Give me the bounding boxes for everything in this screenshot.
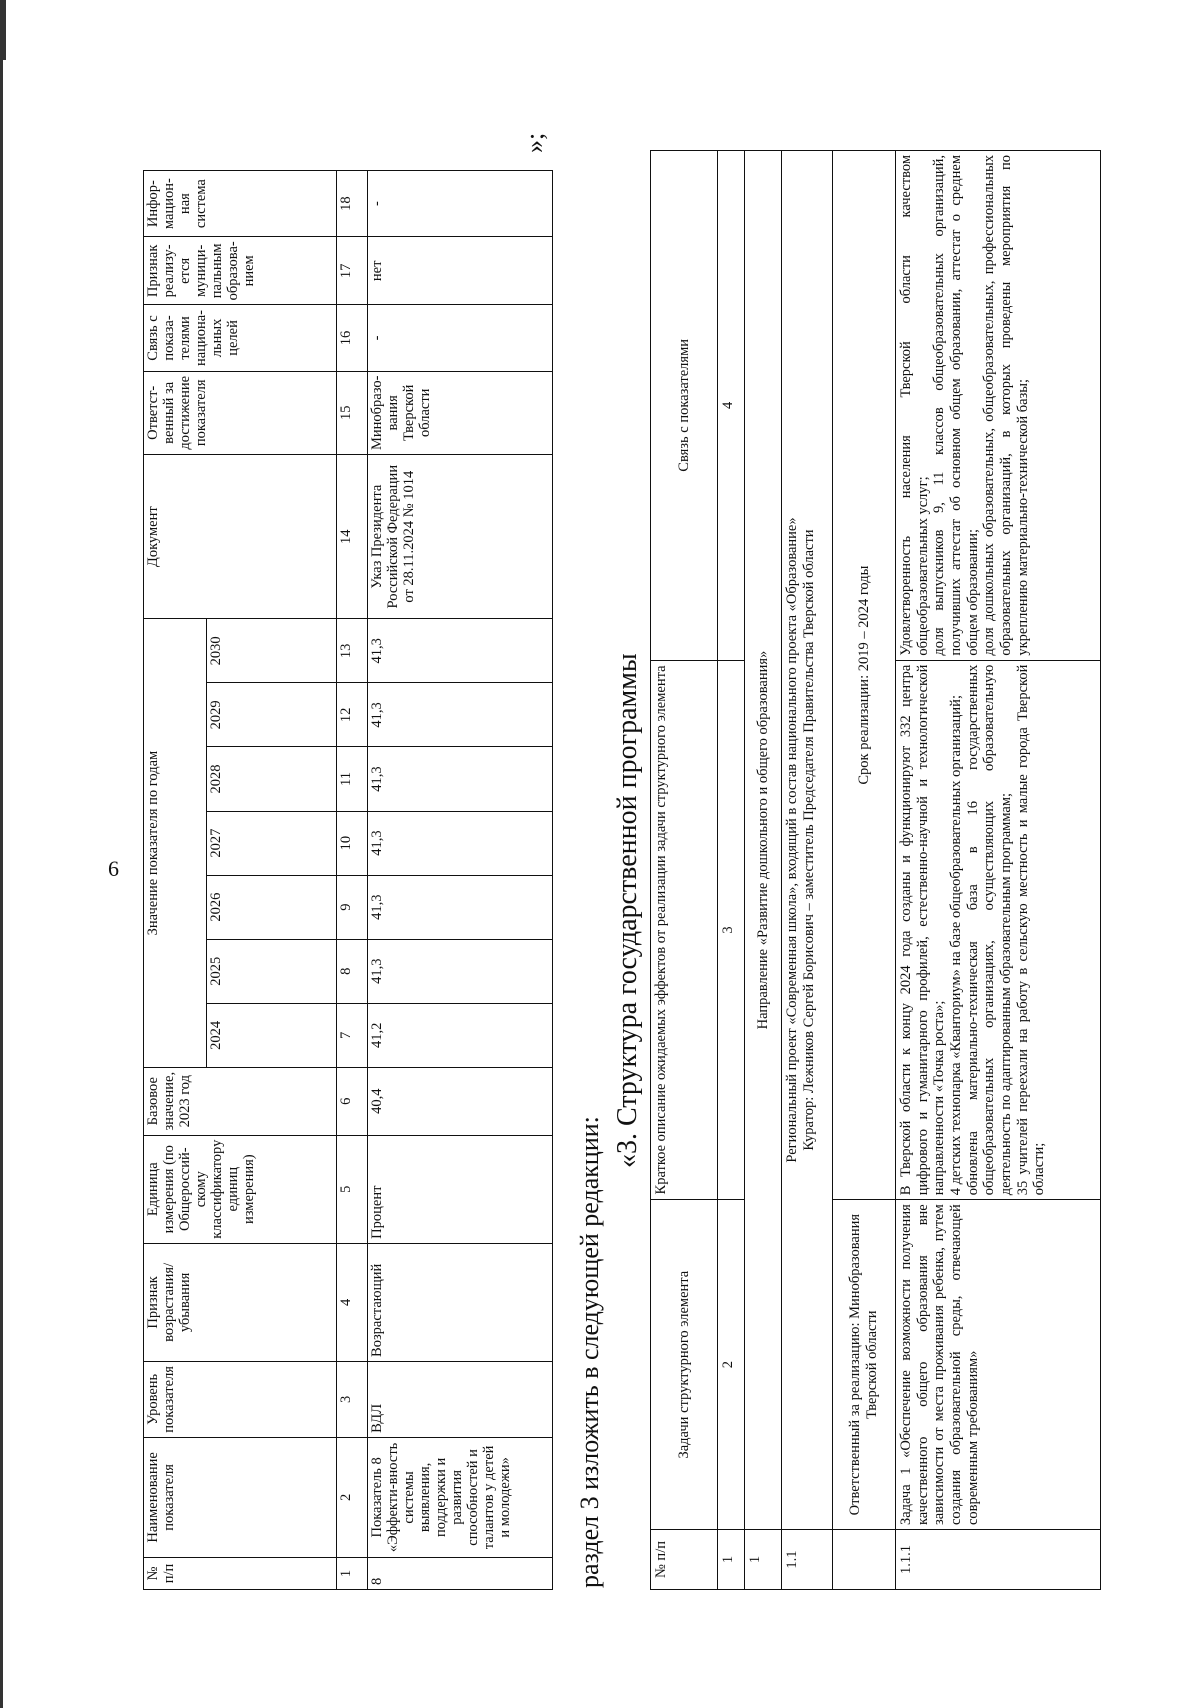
indicator-value: 41,2	[368, 1003, 553, 1067]
header-year: 2026	[207, 875, 337, 939]
column-number: 3	[718, 660, 745, 1200]
direction-num: 1	[745, 1530, 782, 1590]
structure-table	[650, 150, 1101, 1590]
indicator-value: 41,3	[368, 619, 553, 683]
project-cell	[782, 151, 833, 1530]
header-year: 2027	[207, 811, 337, 875]
indicators-header-row	[144, 171, 207, 1590]
section-note: раздел 3 изложить в следующей редакции:	[575, 1116, 604, 1588]
indicator-value: 41,3	[368, 683, 553, 747]
link-item: доля выпускников 9, 11 классов общеобразовательных организаций, получивших аттестат об основном общем образовании, аттестат о среднем общем образовании;	[931, 155, 981, 656]
header-year: 2030	[207, 619, 337, 683]
column-number: 17	[337, 237, 368, 305]
project-curator: Куратор: Лежников Сергей Борисович – заместитель Председателя Правительства Тверской области	[800, 529, 817, 1151]
responsible-row	[833, 151, 896, 1590]
indicator-value: 41,3	[368, 875, 553, 939]
direction-title: Направление «Развитие дошкольного и общего образования»	[745, 151, 782, 1530]
header-info-system: Инфор-мацион-ная система	[144, 171, 337, 237]
indicator-value: 41,3	[368, 811, 553, 875]
header-num: № п/п	[144, 1557, 337, 1589]
effect-item: 35 учителей переехали на работу в сельскую местность и малые города Тверской области;	[1014, 664, 1048, 1196]
header-tasks: Задачи структурного элемента	[651, 1200, 718, 1530]
column-number: 3	[337, 1361, 368, 1437]
column-number: 1	[718, 1530, 745, 1590]
indicator-national-goals: -	[368, 305, 553, 371]
indicator-unit: Процент	[368, 1135, 553, 1243]
indicator-value: 41,3	[368, 747, 553, 811]
column-number: 11	[337, 747, 368, 811]
indicator-trend: Возрастающий	[368, 1243, 553, 1361]
section-title: «3. Структура государственной программы	[612, 653, 643, 1168]
header-name: Наименование показателя	[144, 1437, 337, 1557]
project-row	[782, 151, 833, 1590]
column-number: 14	[337, 455, 368, 619]
column-number: 8	[337, 939, 368, 1003]
project-name: Региональный проект «Современная школа», входящий в состав национального проекта «Образование»	[784, 517, 800, 1163]
column-number: 18	[337, 171, 368, 237]
column-number: 12	[337, 683, 368, 747]
indicator-document: Указ Президента Российской Федерации от 28.11.2024 № 1014	[368, 455, 553, 619]
indicator-level: ВДЛ	[368, 1361, 553, 1437]
indicator-row	[368, 171, 553, 1590]
header-base: Базовое значение, 2023 год	[144, 1067, 337, 1135]
indicator-municipal: нет	[368, 237, 553, 305]
structure-header-row	[651, 151, 718, 1590]
indicator-value: 41,3	[368, 939, 553, 1003]
indicator-responsible: Минобразо-вания Тверской области	[368, 371, 553, 455]
effects-cell	[896, 660, 1101, 1200]
column-number: 13	[337, 619, 368, 683]
effect-item: 4 детских технопарка «Кванториум» на базе общеобразовательных организаций;	[948, 695, 965, 1196]
column-number: 16	[337, 305, 368, 371]
effect-item: В Тверской области к концу 2024 года созданы и функционируют 332 центра цифрового и гуманитарного профилей, естественно-научной и технологической направленности «Точка роста»;	[898, 664, 948, 1196]
direction-row	[745, 151, 782, 1590]
header-municipal: Признак реализу-ется муници-пальным образова-нием	[144, 237, 337, 305]
header-num: № п/п	[651, 1530, 718, 1590]
indicator-name: Показатель 8 «Эффекти-вность системы выявления, поддержки и развития способностей и талантов у детей и молодежи»	[368, 1437, 553, 1557]
header-level: Уровень показателя	[144, 1361, 337, 1437]
column-number: 1	[337, 1557, 368, 1589]
header-link: Связь с показателями	[651, 151, 718, 661]
link-item: Удовлетворенность населения Тверской области качеством общеобразовательных услуг;	[898, 155, 931, 656]
column-number: 2	[337, 1437, 368, 1557]
header-responsible: Ответст-венный за достижение показателя	[144, 371, 337, 455]
page-number: 6	[108, 856, 119, 881]
project-num: 1.1	[782, 1530, 833, 1590]
link-item: доля дошкольных образовательных, общеобразовательных, профессиональных образовательных организаций, в которых проведены мероприятия по укреплению материально-технической базы;	[981, 155, 1031, 656]
header-values-by-year: Значение показателя по годам	[144, 619, 207, 1068]
indicator-num: 8	[368, 1557, 553, 1589]
column-number: 6	[337, 1067, 368, 1135]
column-number: 5	[337, 1135, 368, 1243]
header-year: 2028	[207, 747, 337, 811]
task-text: Задача 1 «Обеспечение возможности получения качественного общего образования вне зависимости от места проживания ребенка, путем создания образовательной среды, отвечающей современным требованиям»	[896, 1200, 1101, 1530]
indicators-column-numbers-row	[337, 171, 368, 1590]
task-num: 1.1.1	[896, 1530, 1101, 1590]
column-number: 9	[337, 875, 368, 939]
indicator-info-system: -	[368, 171, 553, 237]
indicators-table	[143, 170, 553, 1590]
header-effects: Краткое описание ожидаемых эффектов от реализации задачи структурного элемента	[651, 660, 718, 1200]
column-number: 2	[718, 1200, 745, 1530]
period-cell: Срок реализации: 2019 – 2024 годы	[833, 151, 896, 1200]
effect-item: обновлена материально-техническая база в 16 государственных общеобразовательных организациях, осуществляющих образовательную деятельность по адаптированным образовательным программам;	[964, 664, 1015, 1196]
indicator-base: 40,4	[368, 1067, 553, 1135]
header-document: Документ	[144, 455, 337, 619]
empty-cell	[833, 1530, 896, 1590]
column-number: 7	[337, 1003, 368, 1067]
column-number: 10	[337, 811, 368, 875]
column-number: 4	[337, 1243, 368, 1361]
header-year: 2024	[207, 1003, 337, 1067]
header-year: 2029	[207, 683, 337, 747]
task-row	[896, 151, 1101, 1590]
column-number: 4	[718, 151, 745, 661]
responsible-cell: Ответственный за реализацию: Минобразования Тверской области	[833, 1200, 896, 1530]
column-number: 15	[337, 371, 368, 455]
structure-column-numbers-row	[718, 151, 745, 1590]
header-year: 2025	[207, 939, 337, 1003]
link-cell	[896, 151, 1101, 661]
header-national-goals: Связь с показа-телями национа-льных целей	[144, 305, 337, 371]
header-trend: Признак возрастания/ убывания	[144, 1243, 337, 1361]
header-unit: Единица измерения (по Общероссий-скому классификатору единиц измерения)	[144, 1135, 337, 1243]
quote-end-mark: »;	[520, 132, 549, 153]
